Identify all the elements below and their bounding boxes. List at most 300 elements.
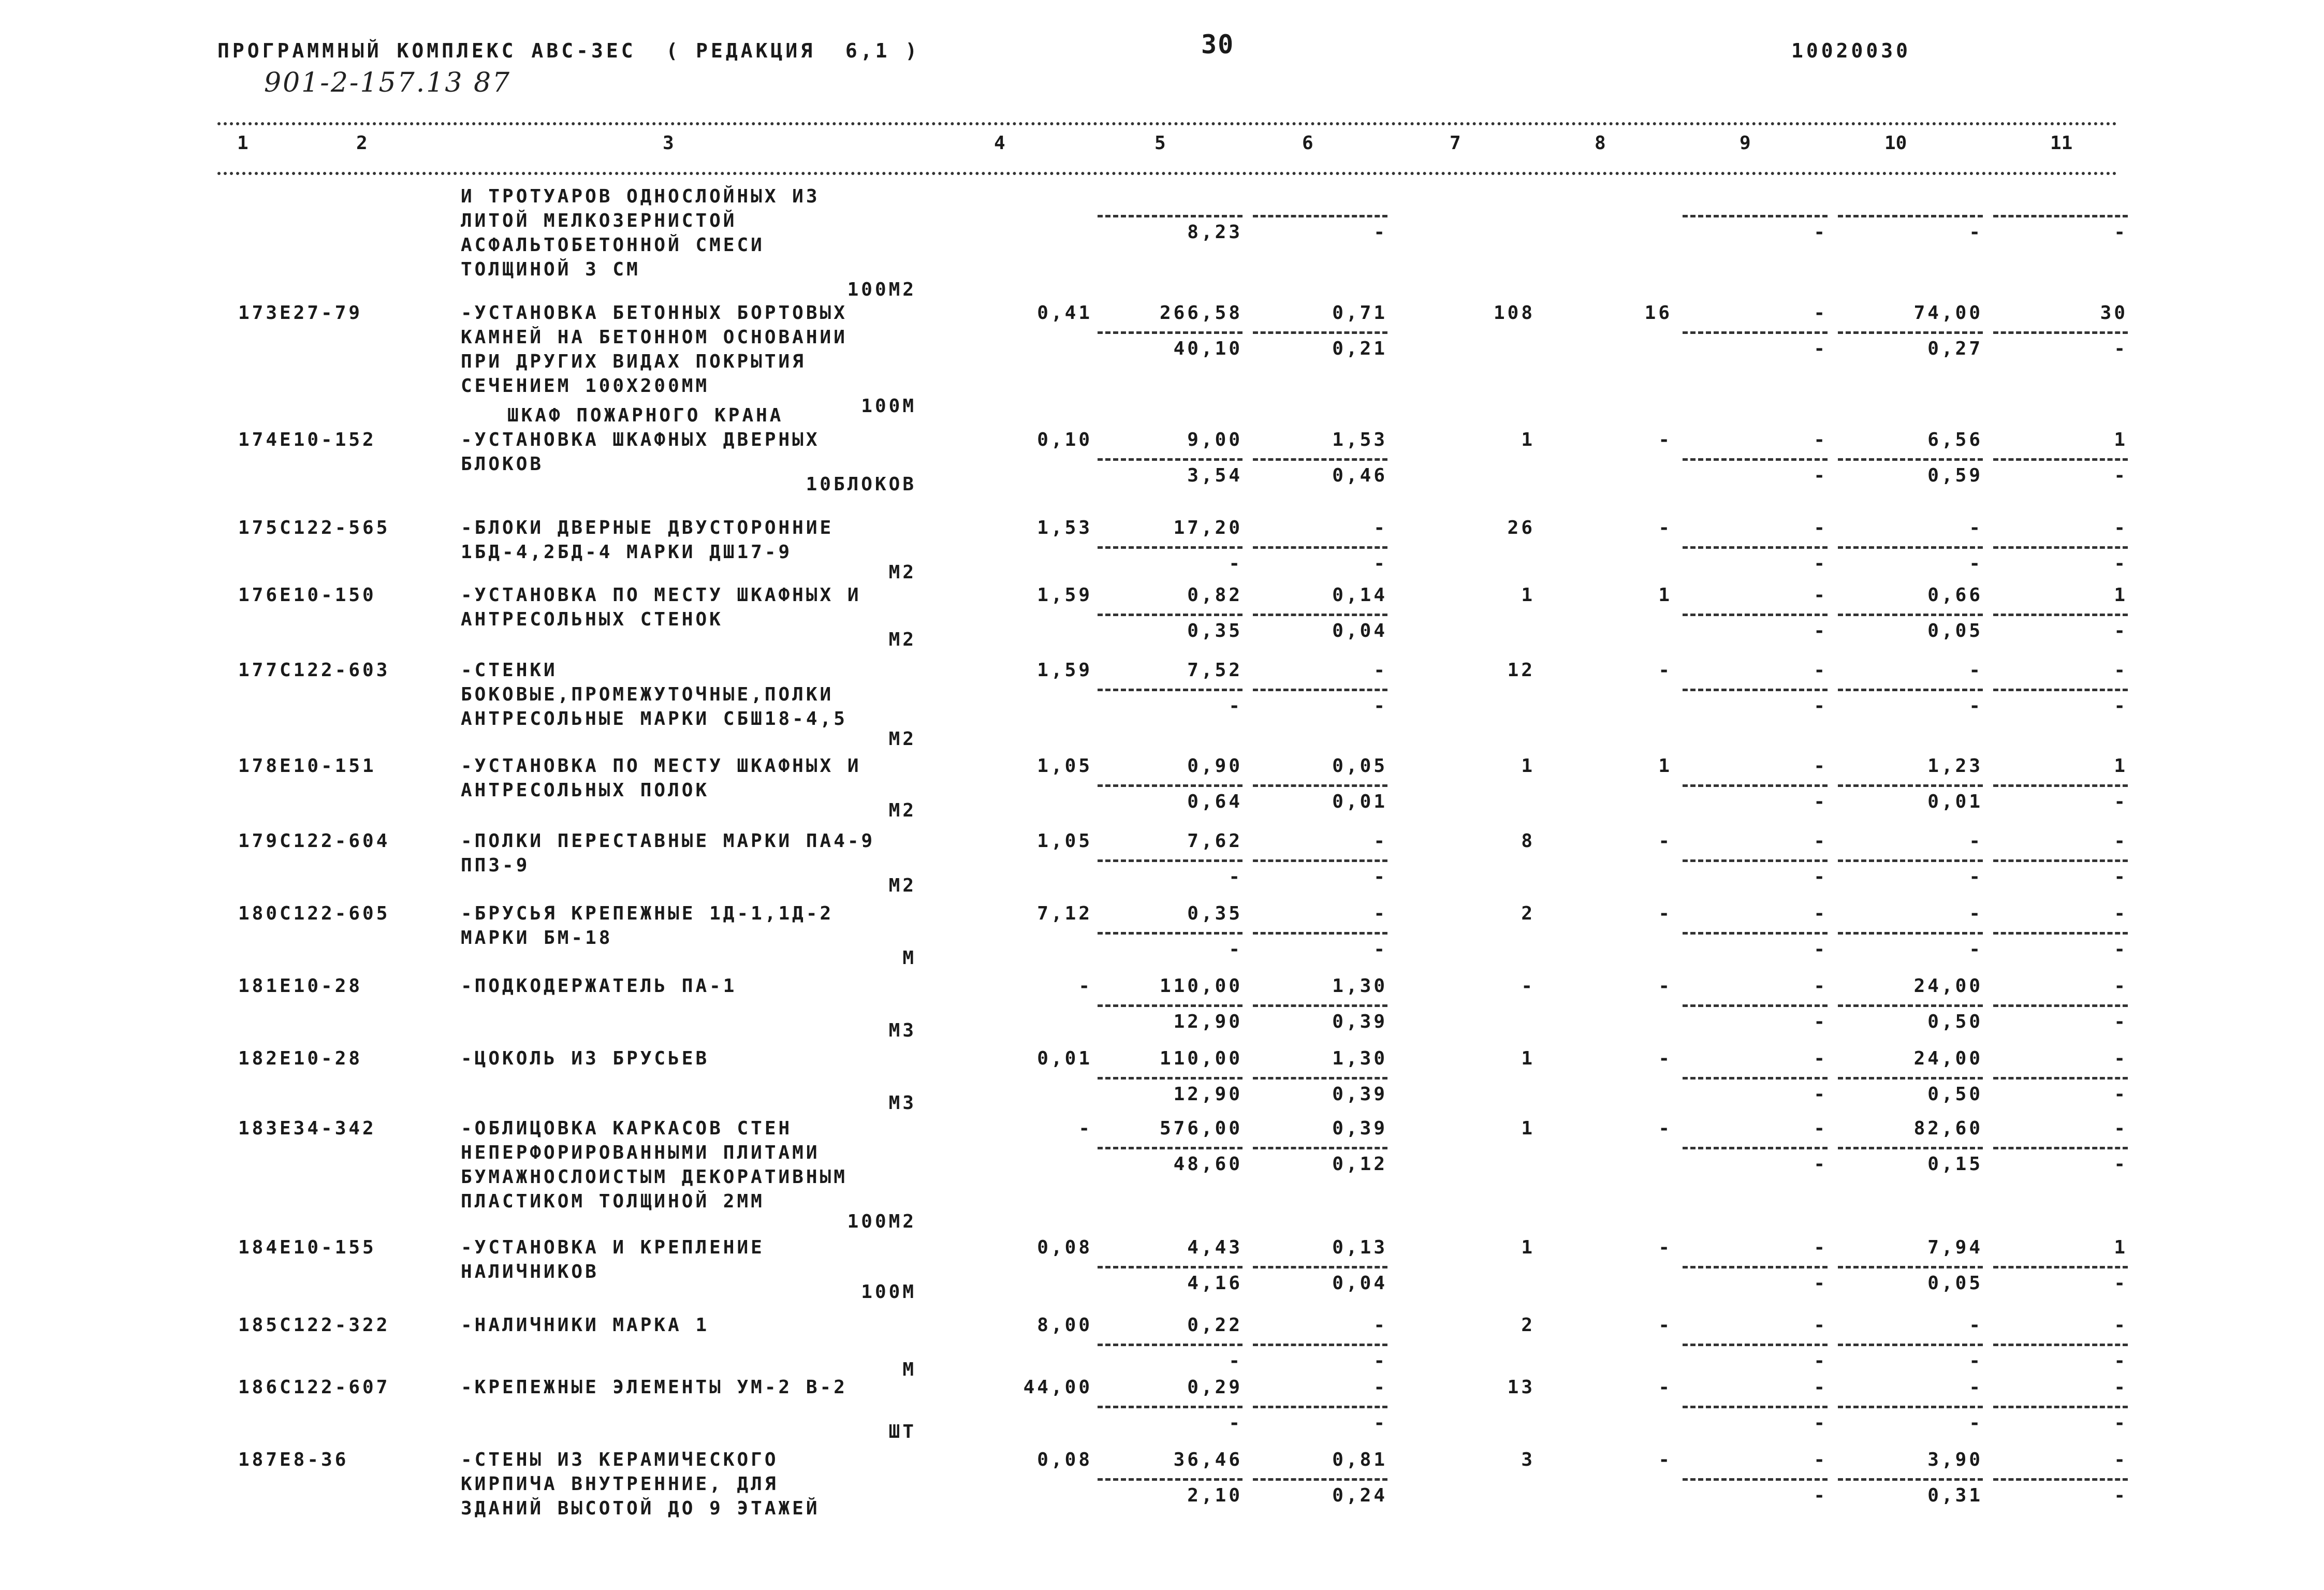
dashed-separator	[1838, 1147, 1983, 1149]
row-value-c5: 0,22	[1187, 1315, 1243, 1336]
row-quantity: 0,41	[1037, 302, 1092, 324]
row-value-c11: -	[2114, 1449, 2128, 1470]
row-value-c7: 108	[1493, 302, 1535, 324]
row-prefix-label: ШКАФ ПОЖАРНОГО КРАНА	[507, 405, 784, 426]
row-value-c8: -	[1658, 903, 1672, 924]
dashed-separator	[1098, 331, 1243, 334]
row-value-c8: -	[1658, 1237, 1672, 1258]
row-code: С122-322	[280, 1315, 390, 1336]
row-subvalue-c6: 0,01	[1332, 791, 1387, 812]
row-subvalue-c9: -	[1814, 939, 1828, 960]
row-value-c7: 1	[1521, 585, 1535, 606]
dashed-separator	[1838, 1266, 1983, 1268]
row-code: Е34-342	[280, 1118, 376, 1139]
row-quantity: 7,12	[1037, 903, 1092, 924]
dashed-separator	[1838, 1004, 1983, 1007]
row-value-c7: 1	[1521, 755, 1535, 777]
dashed-separator	[1838, 1478, 1983, 1481]
row-subvalue-c9: -	[1814, 222, 1828, 243]
row-description-line: НАЛИЧНИКОВ	[461, 1261, 599, 1282]
row-value-c9: -	[1814, 302, 1828, 324]
row-value-c10: 82,60	[1913, 1118, 1983, 1139]
row-number: 173	[238, 302, 280, 324]
handwritten-reference: 901-2-157.13 87	[264, 67, 511, 98]
row-code: Е10-150	[280, 585, 376, 606]
row-code: С122-565	[280, 517, 390, 538]
dashed-separator	[1838, 932, 1983, 935]
row-subvalue-c11: -	[2114, 465, 2128, 486]
row-value-c8: -	[1658, 429, 1672, 450]
row-subvalue-c5: 40,10	[1173, 338, 1243, 359]
row-subvalue-c11: -	[2114, 1412, 2128, 1434]
row-value-c7: 12	[1507, 660, 1535, 681]
dashed-separator	[1993, 932, 2128, 935]
dashed-separator	[1838, 1406, 1983, 1408]
row-value-c5: 576,00	[1159, 1118, 1243, 1139]
row-description-line: КИРПИЧА ВНУТРЕННИЕ, ДЛЯ	[461, 1474, 779, 1495]
dashed-separator	[1098, 1147, 1243, 1149]
row-value-c6: -	[1373, 830, 1387, 852]
row-value-c10: 74,00	[1913, 302, 1983, 324]
dashed-separator	[1838, 859, 1983, 862]
row-description-line: -НАЛИЧНИКИ МАРКА 1	[461, 1315, 710, 1336]
dashed-separator	[1993, 614, 2128, 616]
row-subvalue-c11: -	[2114, 866, 2128, 887]
row-value-c6: 1,30	[1332, 975, 1387, 997]
row-subvalue-c10: 0,01	[1927, 791, 1983, 812]
row-value-c9: -	[1814, 1449, 1828, 1470]
row-value-c7: 1	[1521, 1048, 1535, 1069]
dashed-separator	[1253, 689, 1387, 691]
row-number: 178	[238, 755, 280, 777]
row-description-line: -БРУСЬЯ КРЕПЕЖНЫЕ 1Д-1,1Д-2	[461, 903, 834, 924]
row-value-c5: 36,46	[1173, 1449, 1243, 1470]
row-subvalue-c9: -	[1814, 1412, 1828, 1434]
row-quantity: -	[1078, 975, 1092, 997]
row-value-c6: 0,13	[1332, 1237, 1387, 1258]
row-description-line: АНТРЕСОЛЬНЫЕ МАРКИ СБШ18-4,5	[461, 708, 847, 730]
row-subvalue-c10: -	[1969, 866, 1983, 887]
row-value-c8: -	[1658, 1449, 1672, 1470]
column-header: 11	[2050, 133, 2073, 154]
dashed-separator	[1838, 614, 1983, 616]
row-subvalue-c6: -	[1373, 1412, 1387, 1434]
row-number: 182	[238, 1048, 280, 1069]
dashed-separator	[1838, 215, 1983, 217]
row-value-c6: 0,14	[1332, 585, 1387, 606]
row-subvalue-c10: 0,50	[1927, 1084, 1983, 1105]
row-value-c6: 0,71	[1332, 302, 1387, 324]
row-subvalue-c6: -	[1373, 553, 1387, 574]
row-value-c8: -	[1658, 1315, 1672, 1336]
dashed-separator	[1098, 1266, 1243, 1268]
row-code: Е10-152	[280, 429, 376, 450]
row-subvalue-c9: -	[1814, 791, 1828, 812]
row-code: С122-607	[280, 1377, 390, 1398]
row-value-c6: -	[1373, 660, 1387, 681]
row-subvalue-c5: 12,90	[1173, 1011, 1243, 1032]
row-value-c8: 1	[1658, 755, 1672, 777]
dashed-separator	[1098, 458, 1243, 461]
row-value-c9: -	[1814, 975, 1828, 997]
row-subvalue-c10: 0,50	[1927, 1011, 1983, 1032]
row-subvalue-c5: 48,60	[1173, 1154, 1243, 1175]
row-subvalue-c11: -	[2114, 222, 2128, 243]
dashed-separator	[1993, 1004, 2128, 1007]
row-number: 177	[238, 660, 280, 681]
row-description-line: 1БД-4,2БД-4 МАРКИ ДШ17-9	[461, 542, 793, 563]
row-subvalue-c5: -	[1229, 866, 1243, 887]
row-value-c6: -	[1373, 1377, 1387, 1398]
row-unit: М3	[888, 1092, 916, 1114]
row-value-c11: 1	[2114, 755, 2128, 777]
row-value-c9: -	[1814, 1377, 1828, 1398]
row-description-line: СЕЧЕНИЕМ 100Х200ММ	[461, 375, 710, 397]
row-value-c6: -	[1373, 1315, 1387, 1336]
row-value-c10: -	[1969, 660, 1983, 681]
row-subvalue-c6: 0,04	[1332, 620, 1387, 641]
row-description-line: ЗДАНИЙ ВЫСОТОЙ ДО 9 ЭТАЖЕЙ	[461, 1498, 820, 1519]
row-value-c11: -	[2114, 975, 2128, 997]
dashed-separator	[1253, 614, 1387, 616]
row-value-c10: 1,23	[1927, 755, 1983, 777]
dashed-separator	[1253, 1478, 1387, 1481]
row-subvalue-c11: -	[2114, 1273, 2128, 1294]
row-subvalue-c10: -	[1969, 695, 1983, 717]
row-subvalue-c10: -	[1969, 939, 1983, 960]
dashed-separator	[1838, 784, 1983, 787]
row-value-c7: 3	[1521, 1449, 1535, 1470]
row-unit: М2	[888, 629, 916, 650]
row-subvalue-c11: -	[2114, 1011, 2128, 1032]
row-subvalue-c6: 0,24	[1332, 1485, 1387, 1506]
row-subvalue-c5: 4,16	[1187, 1273, 1243, 1294]
row-value-c7: 13	[1507, 1377, 1535, 1398]
row-value-c9: -	[1814, 585, 1828, 606]
row-value-c6: -	[1373, 903, 1387, 924]
row-quantity: 1,59	[1037, 660, 1092, 681]
dashed-separator	[1253, 1266, 1387, 1268]
row-code: Е10-151	[280, 755, 376, 777]
row-number: 184	[238, 1237, 280, 1258]
dashed-separator	[1993, 1077, 2128, 1080]
row-value-c9: -	[1814, 755, 1828, 777]
row-description-line: АСФАЛЬТОБЕТОННОЙ СМЕСИ	[461, 235, 765, 256]
row-value-c5: 7,62	[1187, 830, 1243, 852]
row-subvalue-c9: -	[1814, 338, 1828, 359]
row-subvalue-c10: 0,31	[1927, 1485, 1983, 1506]
row-subvalue-c10: 0,59	[1927, 465, 1983, 486]
dashed-separator	[1253, 1344, 1387, 1346]
row-subvalue-c9: -	[1814, 1485, 1828, 1506]
column-header: 5	[1154, 133, 1166, 154]
row-value-c5: 0,90	[1187, 755, 1243, 777]
dashed-separator	[1683, 1266, 1828, 1268]
row-description-line: -КРЕПЕЖНЫЕ ЭЛЕМЕНТЫ УМ-2 В-2	[461, 1377, 847, 1398]
row-value-c10: -	[1969, 1377, 1983, 1398]
row-value-c8: -	[1658, 1048, 1672, 1069]
row-subvalue-c5: -	[1229, 1412, 1243, 1434]
dashed-separator	[1253, 1147, 1387, 1149]
row-value-c5: 110,00	[1159, 975, 1243, 997]
row-value-c11: -	[2114, 903, 2128, 924]
row-value-c6: 0,05	[1332, 755, 1387, 777]
dashed-separator	[1098, 1406, 1243, 1408]
row-value-c9: -	[1814, 517, 1828, 538]
dashed-separator	[1098, 1004, 1243, 1007]
row-unit: М2	[888, 562, 916, 583]
row-subvalue-c11: -	[2114, 338, 2128, 359]
row-value-c9: -	[1814, 429, 1828, 450]
row-unit: ШТ	[888, 1421, 916, 1442]
dashed-separator	[1253, 546, 1387, 549]
dashed-separator	[1098, 1077, 1243, 1080]
row-value-c5: 110,00	[1159, 1048, 1243, 1069]
column-header: 10	[1884, 133, 1907, 154]
row-code: С122-603	[280, 660, 390, 681]
dashed-separator	[1683, 689, 1828, 691]
row-unit: М2	[888, 800, 916, 821]
dashed-separator	[1838, 1344, 1983, 1346]
row-description-line: -ПОДКОДЕРЖАТЕЛЬ ПА-1	[461, 975, 737, 997]
row-subvalue-c6: 0,12	[1332, 1154, 1387, 1175]
row-value-c8: -	[1658, 1377, 1672, 1398]
row-value-c11: -	[2114, 1118, 2128, 1139]
column-header: 6	[1302, 133, 1313, 154]
dashed-separator	[1683, 784, 1828, 787]
row-subvalue-c6: -	[1373, 222, 1387, 243]
dashed-separator	[1993, 331, 2128, 334]
row-unit: 100М2	[847, 1211, 916, 1232]
row-subvalue-c5: 0,35	[1187, 620, 1243, 641]
row-value-c11: -	[2114, 660, 2128, 681]
row-value-c10: 24,00	[1913, 975, 1983, 997]
row-value-c7: 8	[1521, 830, 1535, 852]
row-value-c11: -	[2114, 830, 2128, 852]
dashed-separator	[1683, 331, 1828, 334]
row-subvalue-c5: 8,23	[1187, 222, 1243, 243]
row-value-c9: -	[1814, 660, 1828, 681]
dashed-separator	[1253, 331, 1387, 334]
row-description-line: ПЛАСТИКОМ ТОЛЩИНОЙ 2ММ	[461, 1191, 765, 1212]
row-value-c10: 7,94	[1927, 1237, 1983, 1258]
row-value-c5: 4,43	[1187, 1237, 1243, 1258]
row-value-c5: 0,29	[1187, 1377, 1243, 1398]
row-description-line: -УСТАНОВКА ПО МЕСТУ ШКАФНЫХ И	[461, 755, 861, 777]
row-code: Е10-28	[280, 1048, 363, 1069]
row-code: Е8-36	[280, 1449, 349, 1470]
row-number: 185	[238, 1315, 280, 1336]
row-unit: М2	[888, 728, 916, 750]
row-code: Е27-79	[280, 302, 363, 324]
row-subvalue-c11: -	[2114, 791, 2128, 812]
row-value-c11: 30	[2100, 302, 2128, 324]
row-description-line: -БЛОКИ ДВЕРНЫЕ ДВУСТОРОННИЕ	[461, 517, 834, 538]
row-number: 180	[238, 903, 280, 924]
row-description-line: -УСТАНОВКА И КРЕПЛЕНИЕ	[461, 1237, 765, 1258]
row-value-c9: -	[1814, 1048, 1828, 1069]
row-unit: М	[902, 947, 916, 969]
dashed-separator	[1253, 215, 1387, 217]
row-value-c5: 17,20	[1173, 517, 1243, 538]
row-value-c10: -	[1969, 903, 1983, 924]
row-unit: 100М	[861, 396, 916, 417]
row-value-c10: -	[1969, 517, 1983, 538]
column-header: 9	[1740, 133, 1751, 154]
row-value-c6: -	[1373, 517, 1387, 538]
dashed-separator	[1683, 932, 1828, 935]
column-header-row	[217, 133, 2117, 158]
row-description-line: ТОЛЩИНОЙ 3 СМ	[461, 259, 640, 280]
row-subvalue-c5: -	[1229, 553, 1243, 574]
row-value-c7: 1	[1521, 429, 1535, 450]
row-subvalue-c9: -	[1814, 866, 1828, 887]
dashed-separator	[1253, 859, 1387, 862]
row-code: С122-604	[280, 830, 390, 852]
row-value-c7: 2	[1521, 1315, 1535, 1336]
row-number: 176	[238, 585, 280, 606]
dashed-separator	[1838, 546, 1983, 549]
row-value-c8: -	[1658, 830, 1672, 852]
row-subvalue-c6: 0,39	[1332, 1011, 1387, 1032]
row-number: 181	[238, 975, 280, 997]
row-description-line: -СТЕНКИ	[461, 660, 558, 681]
dashed-separator	[1253, 1004, 1387, 1007]
row-subvalue-c9: -	[1814, 1350, 1828, 1372]
row-subvalue-c11: -	[2114, 1084, 2128, 1105]
row-value-c8: -	[1658, 1118, 1672, 1139]
row-value-c11: -	[2114, 1377, 2128, 1398]
column-header: 3	[663, 133, 674, 154]
row-subvalue-c9: -	[1814, 695, 1828, 717]
row-number: 187	[238, 1449, 280, 1470]
doc-code: 10020030	[1791, 39, 1911, 62]
column-header: 2	[356, 133, 368, 154]
row-description-line: БУМАЖНОСЛОИСТЫМ ДЕКОРАТИВНЫМ	[461, 1166, 847, 1188]
dashed-separator	[1098, 1478, 1243, 1481]
dashed-separator	[1683, 215, 1828, 217]
dashed-separator	[1683, 546, 1828, 549]
row-subvalue-c10: -	[1969, 1350, 1983, 1372]
dashed-separator	[1253, 1077, 1387, 1080]
dashed-separator	[1838, 689, 1983, 691]
row-subvalue-c5: -	[1229, 1350, 1243, 1372]
dashed-separator	[1253, 784, 1387, 787]
table-header-rule	[217, 172, 2117, 175]
row-unit: 10БЛОКОВ	[806, 474, 916, 495]
row-subvalue-c9: -	[1814, 1273, 1828, 1294]
dashed-separator	[1993, 215, 2128, 217]
row-subvalue-c5: 2,10	[1187, 1485, 1243, 1506]
row-value-c11: -	[2114, 1048, 2128, 1069]
row-subvalue-c5: -	[1229, 939, 1243, 960]
row-quantity: 44,00	[1023, 1377, 1092, 1398]
row-subvalue-c6: 0,04	[1332, 1273, 1387, 1294]
row-number: 179	[238, 830, 280, 852]
row-description-line: -УСТАНОВКА ШКАФНЫХ ДВЕРНЫХ	[461, 429, 820, 450]
row-subvalue-c5: 3,54	[1187, 465, 1243, 486]
row-value-c6: 1,53	[1332, 429, 1387, 450]
row-subvalue-c11: -	[2114, 553, 2128, 574]
row-value-c8: -	[1658, 517, 1672, 538]
row-subvalue-c10: -	[1969, 222, 1983, 243]
dashed-separator	[1993, 458, 2128, 461]
row-code: Е10-155	[280, 1237, 376, 1258]
row-number: 186	[238, 1377, 280, 1398]
row-subvalue-c6: 0,39	[1332, 1084, 1387, 1105]
row-value-c5: 7,52	[1187, 660, 1243, 681]
row-description-line: БОКОВЫЕ,ПРОМЕЖУТОЧНЫЕ,ПОЛКИ	[461, 684, 834, 705]
row-subvalue-c6: -	[1373, 939, 1387, 960]
dashed-separator	[1838, 458, 1983, 461]
row-subvalue-c10: 0,05	[1927, 620, 1983, 641]
row-subvalue-c11: -	[2114, 695, 2128, 717]
row-quantity: 0,01	[1037, 1048, 1092, 1069]
row-subvalue-c11: -	[2114, 939, 2128, 960]
row-description-line: НЕПЕРФОРИРОВАННЫМИ ПЛИТАМИ	[461, 1142, 820, 1163]
row-value-c9: -	[1814, 1118, 1828, 1139]
row-value-c5: 266,58	[1159, 302, 1243, 324]
row-subvalue-c11: -	[2114, 1485, 2128, 1506]
row-description-line: КАМНЕЙ НА БЕТОННОМ ОСНОВАНИИ	[461, 327, 847, 348]
row-value-c10: 0,66	[1927, 585, 1983, 606]
dashed-separator	[1683, 1344, 1828, 1346]
dashed-separator	[1838, 1077, 1983, 1080]
row-description-line: -ОБЛИЦОВКА КАРКАСОВ СТЕН	[461, 1118, 793, 1139]
row-value-c10: -	[1969, 1315, 1983, 1336]
row-subvalue-c9: -	[1814, 1011, 1828, 1032]
column-header: 8	[1595, 133, 1606, 154]
dashed-separator	[1683, 1077, 1828, 1080]
row-value-c9: -	[1814, 903, 1828, 924]
column-header: 1	[237, 133, 249, 154]
row-quantity: 0,08	[1037, 1237, 1092, 1258]
row-value-c8: -	[1658, 975, 1672, 997]
row-value-c9: -	[1814, 830, 1828, 852]
row-quantity: 1,05	[1037, 755, 1092, 777]
row-description-line: И ТРОТУАРОВ ОДНОСЛОЙНЫХ ИЗ	[461, 186, 820, 207]
row-subvalue-c6: -	[1373, 1350, 1387, 1372]
row-code: С122-605	[280, 903, 390, 924]
dashed-separator	[1683, 1004, 1828, 1007]
program-title: ПРОГРАММНЫЙ КОМПЛЕКС АВС-ЗЕС ( РЕДАКЦИЯ 6,1 )	[217, 39, 920, 62]
row-value-c11: 1	[2114, 429, 2128, 450]
row-quantity: 0,08	[1037, 1449, 1092, 1470]
row-value-c11: 1	[2114, 585, 2128, 606]
row-value-c8: 16	[1644, 302, 1672, 324]
row-value-c6: 0,81	[1332, 1449, 1387, 1470]
row-number: 174	[238, 429, 280, 450]
dashed-separator	[1683, 614, 1828, 616]
row-value-c7: -	[1521, 975, 1535, 997]
row-description-line: -УСТАНОВКА ПО МЕСТУ ШКАФНЫХ И	[461, 585, 861, 606]
dashed-separator	[1098, 859, 1243, 862]
row-value-c7: 1	[1521, 1118, 1535, 1139]
row-value-c7: 1	[1521, 1237, 1535, 1258]
dashed-separator	[1838, 331, 1983, 334]
column-header: 4	[994, 133, 1005, 154]
row-subvalue-c10: 0,05	[1927, 1273, 1983, 1294]
column-header: 7	[1450, 133, 1461, 154]
row-value-c6: 1,30	[1332, 1048, 1387, 1069]
row-description-line: -СТЕНЫ ИЗ КЕРАМИЧЕСКОГО	[461, 1449, 779, 1470]
dashed-separator	[1993, 1478, 2128, 1481]
dashed-separator	[1098, 546, 1243, 549]
row-subvalue-c10: -	[1969, 1412, 1983, 1434]
row-subvalue-c6: 0,21	[1332, 338, 1387, 359]
row-unit: М2	[888, 875, 916, 896]
row-value-c10: 6,56	[1927, 429, 1983, 450]
